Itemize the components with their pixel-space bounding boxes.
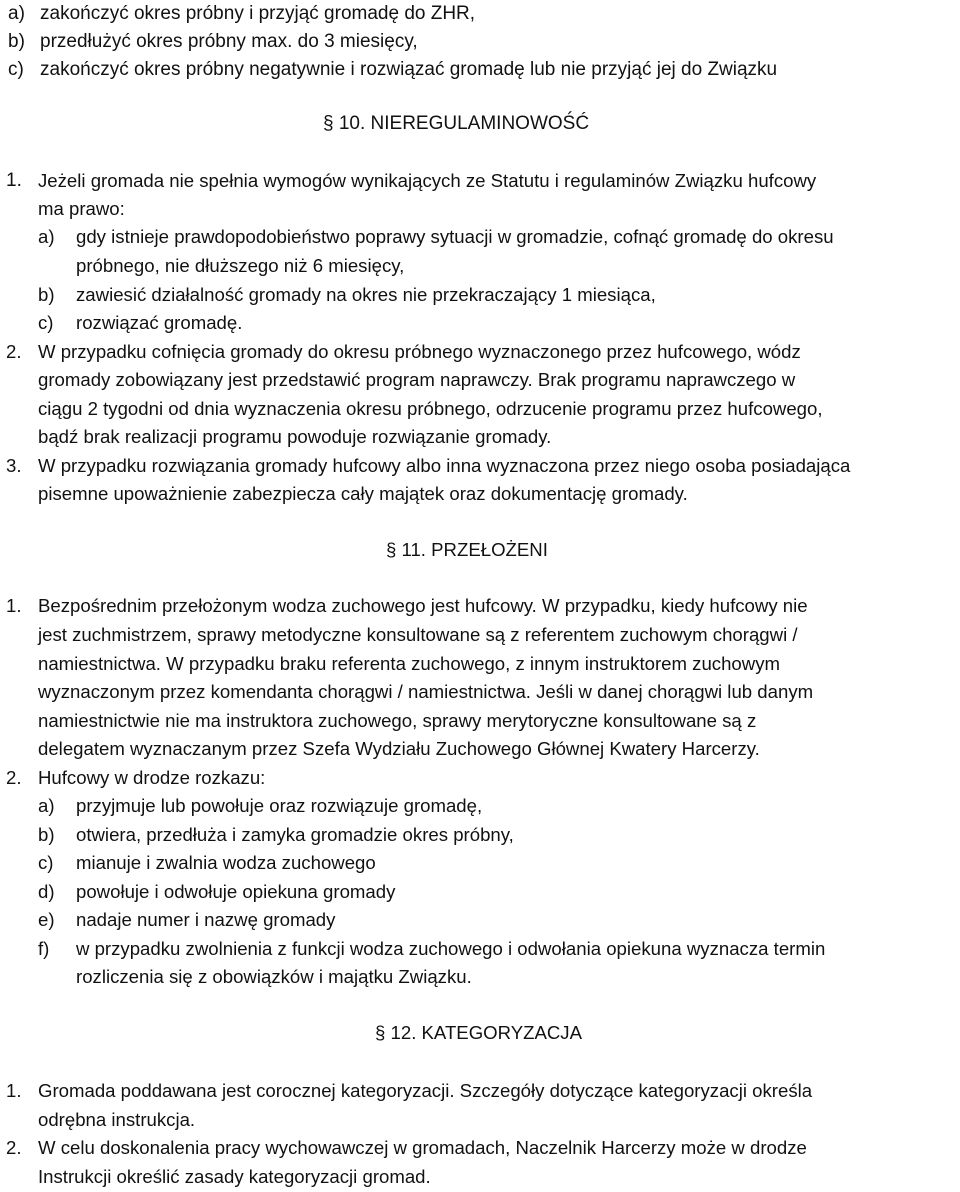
list-marker: e) [38,909,55,930]
list-marker: d) [38,881,55,902]
list-marker: b) [38,284,55,305]
list-item-text: próbnego, nie dłuższego niż 6 miesięcy, [76,255,405,276]
paragraph-line: Hufcowy w drodze rozkazu: [38,767,266,788]
paragraph-line: odrębna instrukcja. [38,1109,196,1130]
list-marker: a) [8,3,25,24]
section-heading-10: § 10. NIEREGULAMINOWOŚĆ [323,113,590,134]
list-item-text: przedłużyć okres próbny max. do 3 miesięcy, [40,31,418,52]
paragraph-number: 3. [6,455,22,476]
list-marker: b) [8,31,25,52]
paragraph-line: W przypadku rozwiązania gromady hufcowy albo inna wyznaczona przez niego osoba posiadająca [38,455,851,476]
paragraph-line: pisemne upoważnienie zabezpiecza cały majątek oraz dokumentację gromady. [38,483,688,504]
list-item-text: rozliczenia się z obowiązków i majątku Związku. [76,966,472,987]
paragraph-number: 2. [6,767,22,788]
list-item-text: mianuje i zwalnia wodza zuchowego [76,852,376,873]
list-marker: a) [38,795,55,816]
paragraph-line: jest zuchmistrzem, sprawy metodyczne konsultowane są z referentem zuchowym chorągwi / [38,624,798,645]
list-item-text: rozwiązać gromadę. [76,312,243,333]
paragraph-line: W celu doskonalenia pracy wychowawczej w gromadach, Naczelnik Harcerzy może w drodze [38,1137,807,1158]
list-item-text: zawiesić działalność gromady na okres nie przekraczający 1 miesiąca, [76,284,656,305]
paragraph-number: 1. [6,1080,22,1101]
list-item-text: gdy istnieje prawdopodobieństwo poprawy sytuacji w gromadzie, cofnąć gromadę do okresu [76,226,834,247]
paragraph-line: ma prawo: [38,198,125,219]
paragraph-number: 2. [6,341,22,362]
paragraph-number: 1. [6,595,22,616]
paragraph-line: Jeżeli gromada nie spełnia wymogów wynikających ze Statutu i regulaminów Związku hufcowy [38,170,817,191]
list-item-text: przyjmuje lub powołuje oraz rozwiązuje gromadę, [76,795,483,816]
list-marker: a) [38,226,55,247]
paragraph-line: namiestnictwie nie ma instruktora zuchowego, sprawy merytoryczne konsultowane są z [38,710,757,731]
paragraph-line: wyznaczonym przez komendanta chorągwi / namiestnictwa. Jeśli w danej chorągwi lub danym [38,681,814,702]
list-marker: c) [8,59,24,80]
list-item-text: w przypadku zwolnienia z funkcji wodza zuchowego i odwołania opiekuna wyznacza termin [76,938,826,959]
section-heading-11: § 11. PRZEŁOŻENI [386,539,548,560]
list-marker: f) [38,938,50,959]
section-heading-12: § 12. KATEGORYZACJA [375,1022,583,1043]
list-item-text: zakończyć okres próbny negatywnie i rozwiązać gromadę lub nie przyjąć jej do Związku [40,59,778,80]
list-item-text: powołuje i odwołuje opiekuna gromady [76,881,396,902]
paragraph-number: 2. [6,1137,22,1158]
paragraph-line: delegatem wyznaczanym przez Szefa Wydziału Zuchowego Głównej Kwatery Harcerzy. [38,738,760,759]
paragraph-line: Instrukcji określić zasady kategoryzacji gromad. [38,1166,431,1187]
list-marker: c) [38,312,54,333]
paragraph-line: bądź brak realizacji programu powoduje rozwiązanie gromady. [38,426,552,447]
list-item-text: nadaje numer i nazwę gromady [76,909,336,930]
paragraph-number: 1. [6,170,22,191]
paragraph-line: Gromada poddawana jest corocznej kategoryzacji. Szczegóły dotyczące kategoryzacji określa [38,1080,813,1101]
paragraph-line: gromady zobowiązany jest przedstawić program naprawczy. Brak programu naprawczego w [38,369,796,390]
list-marker: c) [38,852,54,873]
list-item-text: zakończyć okres próbny i przyjąć gromadę do ZHR, [40,3,476,24]
paragraph-line: namiestnictwa. W przypadku braku referenta zuchowego, z innym instruktorem zuchowym [38,653,780,674]
paragraph-line: W przypadku cofnięcia gromady do okresu próbnego wyznaczonego przez hufcowego, wódz [38,341,801,362]
paragraph-line: Bezpośrednim przełożonym wodza zuchowego jest hufcowy. W przypadku, kiedy hufcowy nie [38,595,808,616]
list-marker: b) [38,824,55,845]
list-item-text: otwiera, przedłuża i zamyka gromadzie okres próbny, [76,824,514,845]
paragraph-line: ciągu 2 tygodni od dnia wyznaczenia okresu próbnego, odrzucenie programu przez hufcowego, [38,398,823,419]
